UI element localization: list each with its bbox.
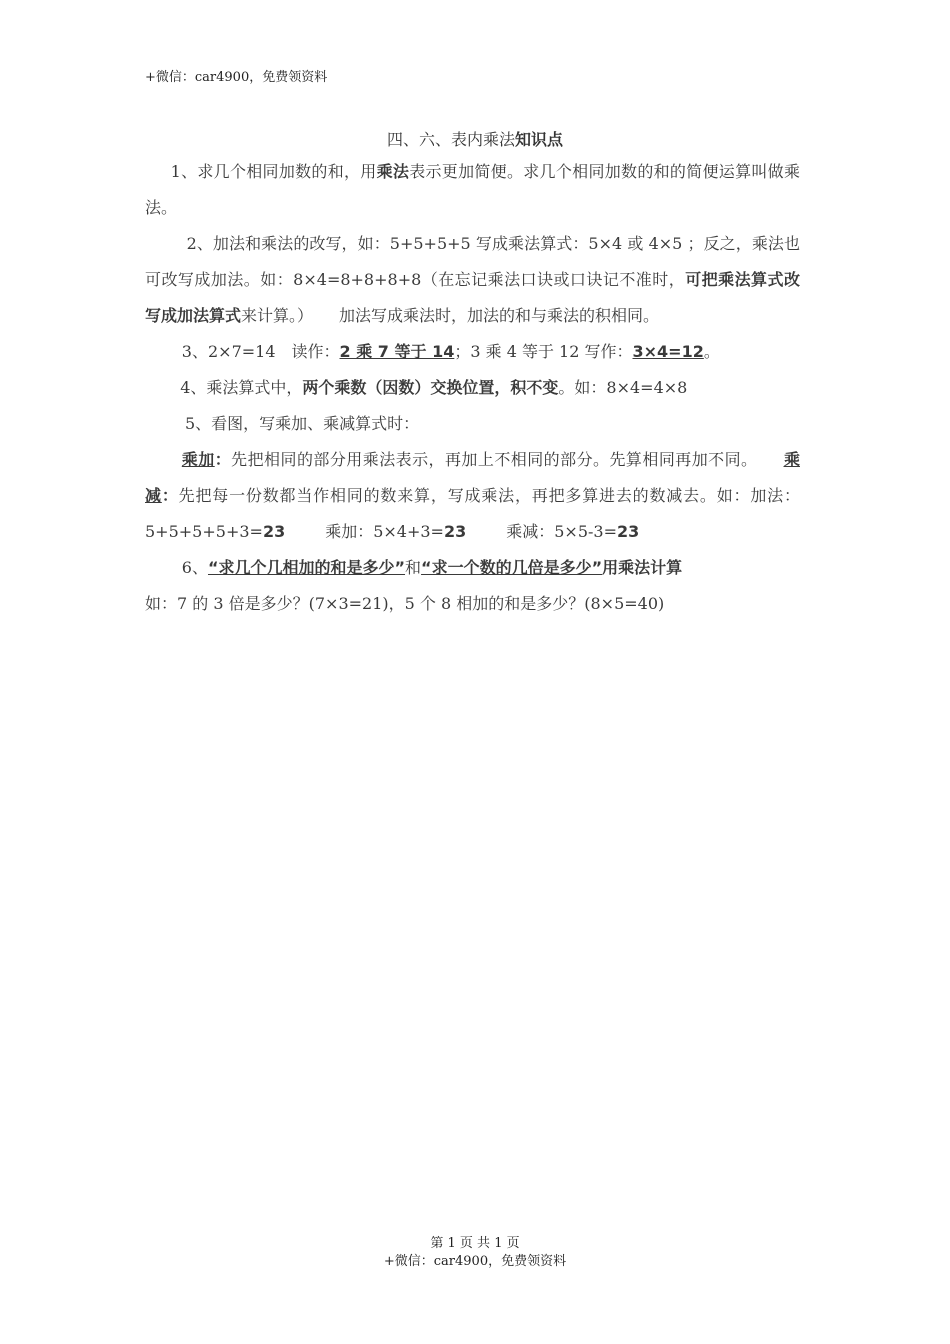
paragraph-1 xyxy=(145,154,800,226)
paragraph-7 xyxy=(145,550,800,586)
p7-text-f: 如：7 的 3 倍是多少？(7×3=21)，5 个 8 相加的和是多少？(8×5=40) xyxy=(145,594,665,613)
paragraph-3 xyxy=(145,334,800,370)
document-title xyxy=(0,127,950,150)
p2-text-a: 2、加法和乘法的改写，如：5+5+5+5 写成乘法算式：5×4 或 4×5 ；反之，乘法也可改写成加法。如：8×4=8+8+8+8（在忘记乘法口诀或口诀记不准时， xyxy=(145,234,800,289)
p3-text-c: ；3 乘 4 等于 12 写作： xyxy=(454,342,633,361)
p3-text-a: 3、2×7=14 读作： xyxy=(181,342,340,361)
p3-underlined-writing: 3×4=12 xyxy=(632,342,704,361)
p3-text-e: 。 xyxy=(703,342,720,361)
p6-result-3: 23 xyxy=(617,522,640,541)
p6-text-h: 乘加：5×4+3= xyxy=(325,522,444,541)
paragraph-7-example xyxy=(145,586,800,622)
paragraph-5 xyxy=(145,406,800,442)
p7-underlined-quote-1: “求几个几相加的和是多少” xyxy=(207,558,406,577)
p6-text-j: 乘减：5×5-3= xyxy=(506,522,617,541)
paragraph-4 xyxy=(145,370,800,406)
p4-text-c: 。如：8×4=4×8 xyxy=(558,378,688,397)
document-body xyxy=(145,154,800,622)
p6-underlined-chengjia: 乘加 xyxy=(181,450,215,469)
p4-text-a: 4、乘法算式中， xyxy=(180,378,303,397)
p1-bold: 乘法 xyxy=(376,162,410,181)
p3-underlined-reading: 2 乘 7 等于 14 xyxy=(339,342,455,361)
title-bold: 知识点 xyxy=(515,130,564,149)
p7-underlined-quote-2: “求一个数的几倍是多少” xyxy=(421,558,603,577)
title-prefix: 四、六、表内乘法 xyxy=(386,130,515,149)
paragraph-2 xyxy=(145,226,800,334)
page-number: 第 1 页 共 1 页 xyxy=(430,1236,520,1251)
p1-text-c: 表示更加简便。求几个相同加数的和的简便运算叫做乘法。 xyxy=(145,162,800,217)
p5-text: 5、看图，写乘加、乘减算式时： xyxy=(185,414,420,433)
p1-text-a: 1、求几个相同加数的和，用 xyxy=(170,162,377,181)
p2-text-c: 来计算。） xyxy=(241,306,314,325)
header-note: +微信：car4900，免费领资料 xyxy=(145,70,328,85)
p7-bold: 用乘法计算 xyxy=(602,558,683,577)
p6-text-f: 先把每一份数都当作相同的数来算，写成乘法，再把多算进去的数减去。如：加法：5+5+5+5+3= xyxy=(145,486,800,541)
p7-text-c: 和 xyxy=(405,558,422,577)
p7-text-a: 6、 xyxy=(181,558,208,577)
p4-bold: 两个乘数（因数）交换位置，积不变 xyxy=(302,378,559,397)
p6-text-c: 先把相同的部分用乘法表示，再加上不相同的部分。先算相同再加不同。 xyxy=(231,450,758,469)
footer-note: +微信：car4900，免费领资料 xyxy=(383,1254,567,1269)
p6-result-1: 23 xyxy=(262,522,286,541)
p2-bold: 可把乘法算式改写成加法算式 xyxy=(145,270,800,325)
paragraph-6 xyxy=(145,442,800,550)
p6-result-2: 23 xyxy=(443,522,467,541)
p6-colon-2: ： xyxy=(161,486,179,505)
p6-underlined-chengjian: 乘减 xyxy=(145,450,800,505)
p6-colon-1: ： xyxy=(214,450,232,469)
p2-text-d: 加法写成乘法时，加法的和与乘法的积相同。 xyxy=(339,306,660,325)
